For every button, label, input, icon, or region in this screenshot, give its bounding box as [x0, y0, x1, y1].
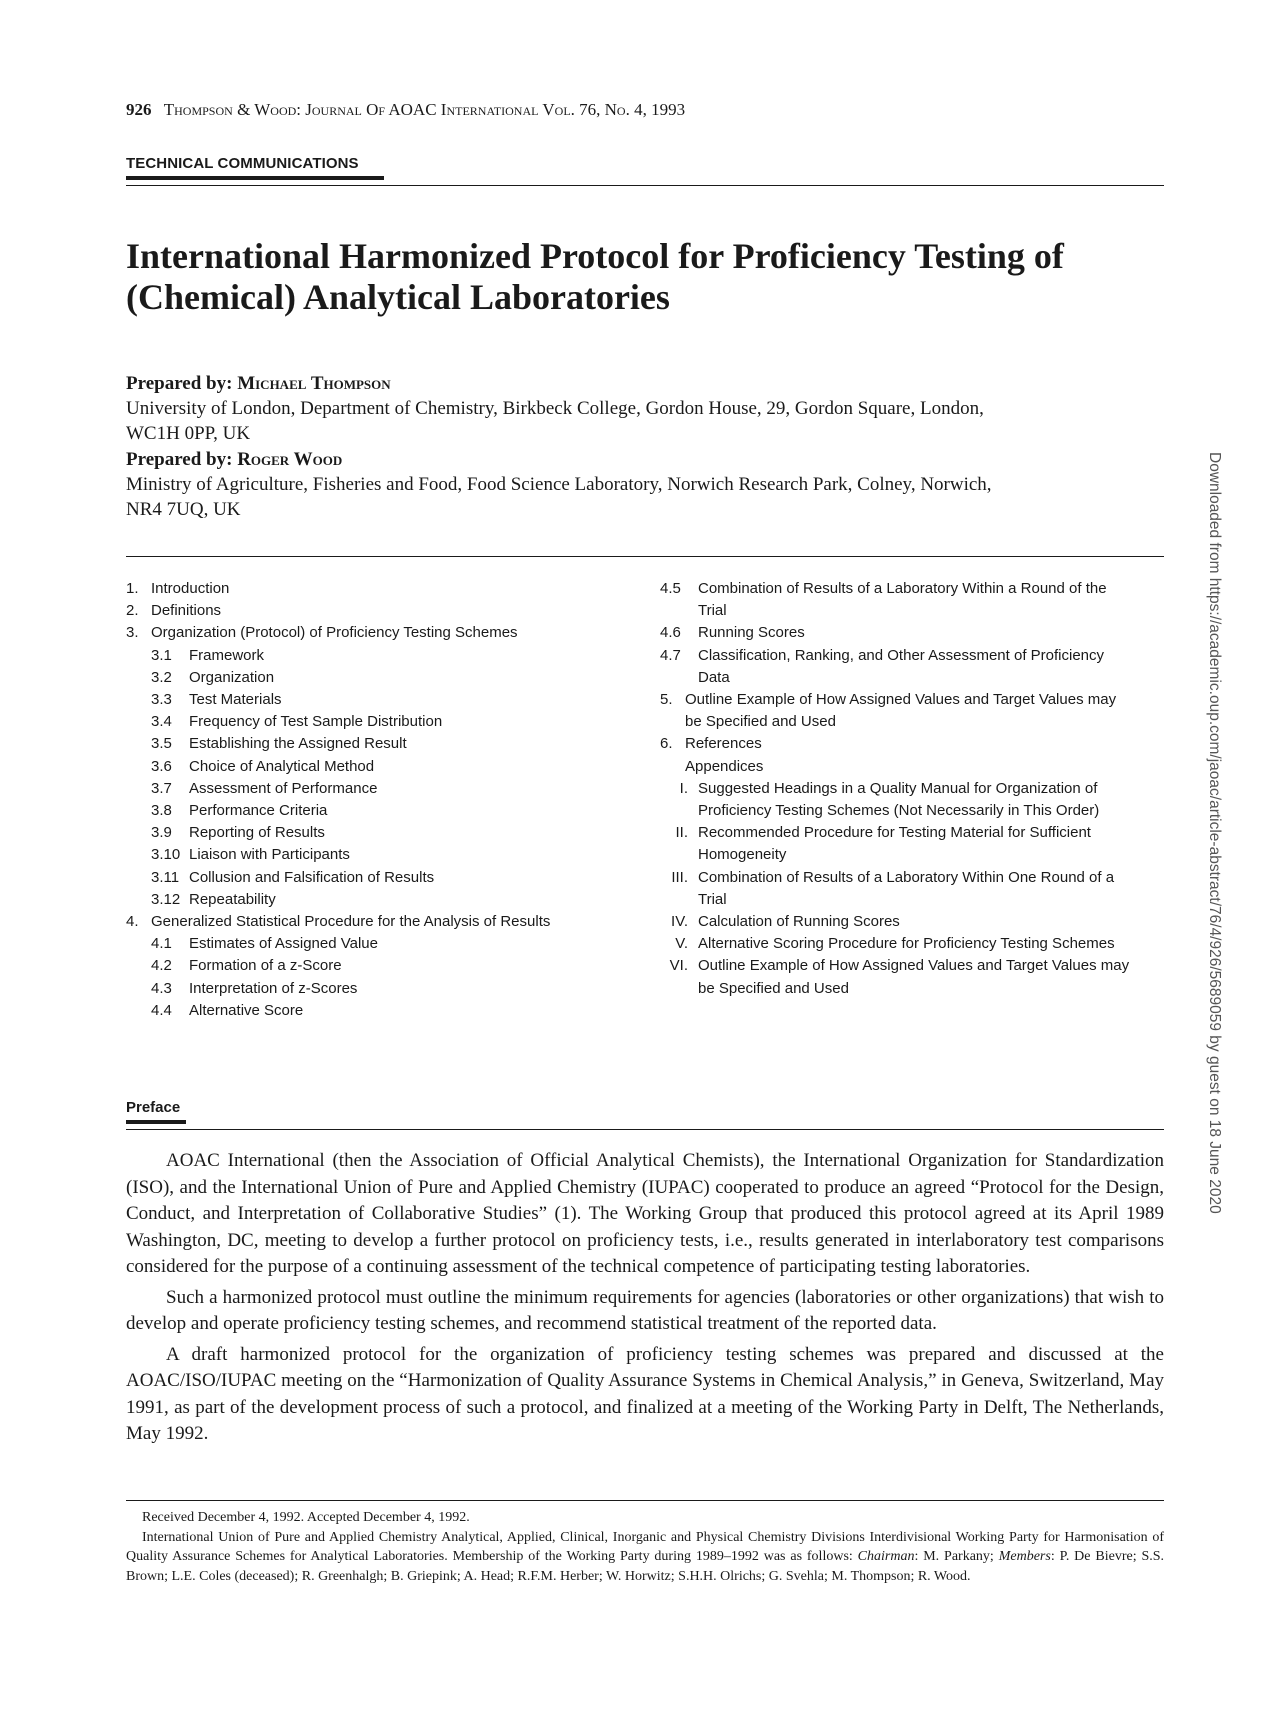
footnote-rule	[126, 1500, 1164, 1501]
appendix-entry	[660, 955, 1130, 999]
footnotes	[126, 1508, 1164, 1586]
appendices-list	[660, 778, 1130, 1000]
toc-number: 4.1	[151, 935, 172, 953]
toc-number: 6.	[660, 735, 673, 753]
toc-number: 3.11	[151, 868, 180, 886]
toc-number: 4.5	[660, 580, 681, 597]
toc-label: Repeatability	[189, 890, 276, 908]
running-header	[126, 100, 685, 120]
toc-number: 5.	[660, 691, 673, 709]
toc-left-column	[126, 578, 646, 1022]
toc-label: Outline Example of How Assigned Values and Target Values may be Specified and Used	[698, 957, 1130, 997]
toc-number: 3.1	[151, 646, 172, 664]
section-rule	[126, 185, 1164, 186]
toc-entry	[126, 689, 646, 711]
toc-label: References	[685, 735, 762, 753]
toc-label: Interpretation of z-Scores	[189, 979, 358, 997]
article-title: International Harmonized Protocol for Proficiency Testing of (Chemical) Analytical Laboratories	[126, 236, 1064, 317]
toc-label: Suggested Headings in a Quality Manual for Organization of Proficiency Testing Schemes (Not Necessarily in This Order)	[698, 779, 1100, 820]
toc-entry	[660, 578, 1130, 622]
chairman-label: Chairman	[857, 1549, 915, 1564]
toc-number: 3.8	[151, 802, 172, 820]
preface-paragraph: AOAC International (then the Association of Official Analytical Chemists), the International Organization for Standardization (ISO), and the International Union of Pure and Applied Chemistry (IUPAC) cooperated to produce an agreed “Protocol for the Design, Conduct, and Interpretation of Collaborative Studies” (1). The Working Group that produced this protocol agreed at its April 1989 Washington, DC, meeting to develop a further protocol on proficiency tests, i.e., results generated in interlaboratory test comparisons considered for the purpose of a continuing assessment of the technical competence of participating testing laboratories.	[126, 1150, 1164, 1277]
toc-number: 3.2	[151, 668, 172, 686]
appendix-entry	[660, 933, 1130, 955]
toc-label: Formation of a z-Score	[189, 957, 342, 975]
toc-label: Test Materials	[189, 691, 282, 709]
page-number: 926	[126, 100, 152, 119]
toc-label: Choice of Analytical Method	[189, 757, 375, 775]
appendix-entry	[660, 778, 1130, 822]
toc-number: 3.3	[151, 691, 172, 709]
author-2	[126, 447, 1026, 522]
preface-body	[126, 1148, 1164, 1452]
toc-number: 2.	[126, 602, 139, 620]
toc-entry	[126, 622, 646, 644]
members-label: Members	[998, 1549, 1051, 1564]
toc-entry	[126, 600, 646, 622]
toc-number: 1.	[126, 580, 139, 597]
received-note: Received December 4, 1992. Accepted December 4, 1992.	[142, 1510, 470, 1525]
toc-entry	[126, 822, 646, 844]
toc-number: 3.6	[151, 757, 172, 775]
prepared-by-label: Prepared by:	[126, 373, 233, 394]
appendices-heading: Appendices	[685, 757, 764, 775]
toc-number: 3.4	[151, 713, 172, 731]
toc-right-column	[660, 578, 1130, 1000]
toc-number: 3.5	[151, 735, 172, 753]
toc-label: Reporting of Results	[189, 824, 325, 842]
section-rule-thick	[126, 176, 384, 180]
toc-label: Recommended Procedure for Testing Material for Sufficient Homogeneity	[698, 824, 1091, 864]
toc-number: 3.10	[151, 846, 181, 864]
preface-heading: Preface	[126, 1099, 181, 1116]
working-party-intro: International Union of Pure and Applied Chemistry Analytical, Applied, Clinical, Inorganic and Physical Chemistry Divisions Interdivisional Working Party for Harmonisation of Quality Assurance Schemes for Analytical Laboratories. Membership of the Working Party during 1989–1992 was as follows:	[126, 1529, 1164, 1564]
toc-entry	[126, 911, 646, 933]
toc-label: Assessment of Performance	[189, 779, 378, 797]
toc-number: 4.7	[660, 646, 681, 664]
author-1	[126, 371, 1026, 446]
toc-number: 3.	[126, 624, 139, 642]
toc-number: V.	[675, 935, 688, 953]
author-affiliation: University of London, Department of Chemistry, Birkbeck College, Gordon House, 29, Gordon Square, London, WC1H 0PP, UK	[126, 398, 984, 444]
toc-label: Calculation of Running Scores	[698, 913, 900, 931]
toc-number: 4.6	[660, 624, 681, 642]
toc-entry	[126, 867, 646, 889]
toc-label: Outline Example of How Assigned Values and Target Values may be Specified and Used	[685, 691, 1117, 731]
working-party-note: International Union of Pure and Applied Chemistry Analytical, Applied, Clinical, Inorganic and Physical Chemistry Divisions Interdivisional Working Party for Harmonisation of Quality Assurance Schemes for Analytical Laboratories. Membership of the Working Party during 1989–1992 was as follows: Chairman: M. Parkany; Members: P. De Bievre; S.S. Brown; L.E. Coles (deceased); R. Greenhalgh; B. Griepink; A. Head; R.F.M. Herber; W. Horwitz; S.H.H. Olrichs; G. Svehla; M. Thompson; R. Wood.	[126, 1529, 1165, 1584]
appendix-entry	[660, 911, 1130, 933]
toc-number: I.	[679, 779, 688, 797]
toc-number: III.	[671, 868, 688, 886]
toc-label: Frequency of Test Sample Distribution	[189, 713, 443, 731]
toc-entry	[126, 933, 646, 955]
prepared-by-label: Prepared by:	[126, 449, 233, 470]
section-label: TECHNICAL COMMUNICATIONS	[126, 155, 359, 172]
running-title: Thompson & Wood: Journal Of AOAC International Vol. 76, No. 4, 1993	[163, 100, 686, 119]
toc-entry	[126, 844, 646, 866]
toc-label: Performance Criteria	[189, 802, 328, 820]
appendix-entry	[660, 867, 1130, 911]
toc-entry	[126, 667, 646, 689]
toc-label: Alternative Scoring Procedure for Proficiency Testing Schemes	[698, 935, 1115, 953]
toc-label: Establishing the Assigned Result	[189, 735, 407, 753]
toc-entry	[126, 978, 646, 1000]
toc-entry	[126, 578, 646, 600]
toc-number: IV.	[671, 913, 688, 931]
toc-entry	[126, 800, 646, 822]
toc-label: Generalized Statistical Procedure for the Analysis of Results	[151, 913, 551, 931]
toc-entry	[660, 733, 1130, 755]
chairman-name: M. Parkany;	[923, 1549, 994, 1564]
preface-paragraph: Such a harmonized protocol must outline the minimum requirements for agencies (laboratories or other organizations) that wish to develop and operate proficiency testing schemes, and recommend statistical treatment of the reported data.	[126, 1286, 1164, 1334]
toc-entry	[126, 955, 646, 977]
toc-entry	[126, 756, 646, 778]
toc-label: Combination of Results of a Laboratory Within a Round of the Trial	[698, 580, 1107, 620]
author-affiliation: Ministry of Agriculture, Fisheries and Food, Food Science Laboratory, Norwich Research Park, Colney, Norwich, NR4 7UQ, UK	[126, 474, 992, 520]
toc-label: Estimates of Assigned Value	[189, 935, 378, 953]
members-list: P. De Bievre; S.S. Brown; L.E. Coles (deceased); R. Greenhalgh; B. Griepink; A. Head; R.F.M. Herber; W. Horwitz; S.H.H. Olrichs; G. Svehla; M. Thompson; R. Wood.	[126, 1549, 1165, 1584]
toc-number: II.	[675, 824, 688, 842]
toc-rule	[126, 556, 1164, 557]
toc-label: Organization	[189, 668, 275, 686]
toc-label: Collusion and Falsification of Results	[189, 868, 435, 886]
preface-paragraph: A draft harmonized protocol for the organization of proficiency testing schemes was prepared and discussed at the AOAC/ISO/IUPAC meeting on the “Harmonization of Quality Assurance Systems in Chemical Analysis,” in Geneva, Switzerland, May 1991, as part of the development process of such a protocol, and finalized at a meeting of the Working Party in Delft, The Netherlands, May 1992.	[126, 1343, 1164, 1444]
toc-number: VI.	[669, 957, 688, 975]
preface-rule-thick	[126, 1120, 186, 1124]
toc-number: 4.2	[151, 957, 172, 975]
toc-entry	[126, 778, 646, 800]
toc-label: Running Scores	[698, 624, 805, 642]
toc-entry	[126, 733, 646, 755]
toc-label: Definitions	[151, 602, 222, 620]
toc-entry	[660, 622, 1130, 644]
toc-entry	[660, 645, 1130, 689]
toc-number: 4.3	[151, 979, 172, 997]
toc-entry	[126, 1000, 646, 1022]
toc-entry	[126, 889, 646, 911]
toc-entry	[660, 689, 1130, 733]
toc-label: Combination of Results of a Laboratory Within One Round of a Trial	[698, 868, 1115, 908]
toc-label: Classification, Ranking, and Other Assessment of Proficiency Data	[698, 646, 1105, 686]
toc-label: Introduction	[151, 580, 230, 597]
author-name: Michael Thompson	[237, 373, 391, 394]
appendix-entry	[660, 822, 1130, 866]
toc-label: Alternative Score	[189, 1001, 304, 1019]
toc-entry	[126, 711, 646, 733]
toc-number: 3.7	[151, 779, 172, 797]
toc-label: Framework	[189, 646, 265, 664]
toc-number: 3.9	[151, 824, 172, 842]
author-name: Roger Wood	[237, 449, 343, 470]
toc-entry	[126, 645, 646, 667]
toc-number: 3.12	[151, 890, 181, 908]
toc-number: 4.4	[151, 1001, 172, 1019]
download-watermark: Downloaded from https://academic.oup.com/jaoac/article-abstract/76/4/926/5689059 by guest on 18 June 2020	[1206, 452, 1223, 1214]
toc-label: Liaison with Participants	[189, 846, 350, 864]
toc-number: 4.	[126, 913, 139, 931]
preface-rule	[126, 1129, 1164, 1130]
toc-label: Organization (Protocol) of Proficiency Testing Schemes	[151, 624, 518, 642]
toc-right-sections	[660, 578, 1130, 756]
